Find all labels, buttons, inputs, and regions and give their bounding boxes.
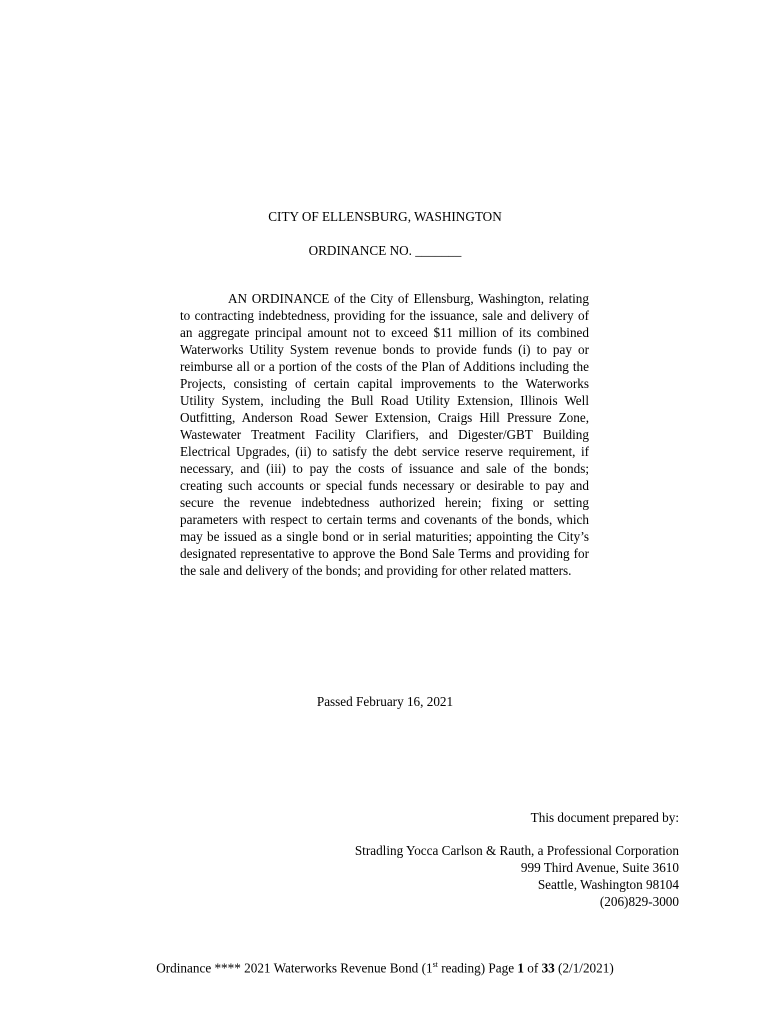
ordinance-paragraph: AN ORDINANCE of the City of Ellensburg, Washington, relating to contracting indebtedness, providing for the issuance, sale and delivery of an aggregate principal amount not to exceed $11 million of its combined Waterworks Utility System revenue bonds to provide funds (i) to pay or reimburse all or a portion of the costs of the Plan of Additions including the Projects, consisting of certain capital improvements to the Waterworks Utility System, including the Bull Road Utility Extension, Illinois Well Outfitting, Anderson Road Sewer Extension, Craigs Hill Pressure Zone, Wastewater Treatment Facility Clarifiers, and Digester/GBT Building Electrical Upgrades, (ii) to satisfy the debt service reserve requirement, if necessary, and (iii) to pay the costs of issuance and sale of the bonds; creating such accounts or special funds necessary or desirable to pay and secure the revenue indebtedness authorized herein; fixing or setting parameters with respect to certain terms and covenants of the bonds, which may be issued as a single bond or in serial maturities; appointing the City’s designated representative to approve the Bond Sale Terms and providing for the sale and delivery of the bonds; and providing for other related matters.: [180, 291, 589, 578]
preparer-block: [355, 842, 679, 910]
firm-phone: (206)829-3000: [599, 894, 679, 909]
firm-address-line2: Seattle, Washington 98104: [537, 877, 679, 892]
footer-of: of: [523, 960, 542, 976]
footer-middle: reading) Page: [437, 960, 518, 976]
footer-total-pages: 33: [541, 960, 555, 976]
prepared-by-label: This document prepared by:: [530, 810, 679, 825]
ordinance-number: ORDINANCE NO. _______: [308, 243, 462, 258]
document-title: CITY OF ELLENSBURG, WASHINGTON: [268, 209, 502, 224]
footer-prefix: Ordinance **** 2021 Waterworks Revenue Bond (1: [156, 960, 433, 976]
page-footer: [0, 960, 770, 976]
footer-ordinal-suffix: st: [432, 960, 438, 969]
passed-date: Passed February 16, 2021: [316, 694, 454, 709]
firm-address-line1: 999 Third Avenue, Suite 3610: [520, 860, 679, 875]
footer-date: (2/1/2021): [554, 960, 614, 976]
firm-name: Stradling Yocca Carlson & Rauth, a Professional Corporation: [354, 843, 679, 858]
footer-page-number: 1: [517, 960, 524, 976]
